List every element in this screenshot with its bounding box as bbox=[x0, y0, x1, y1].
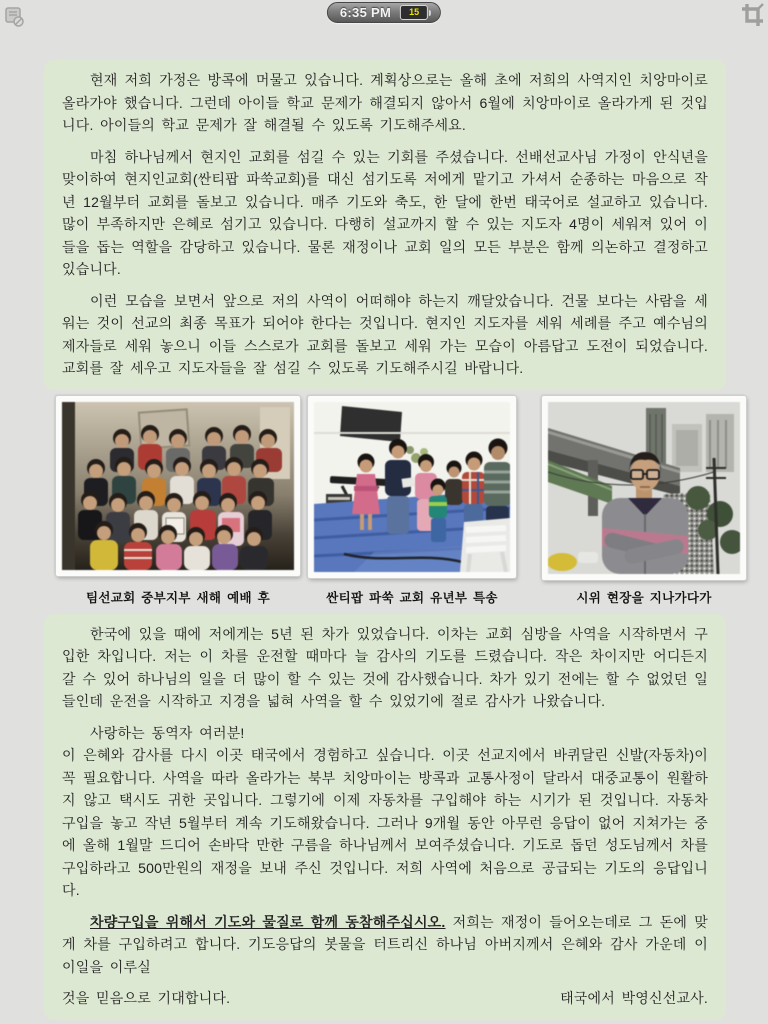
text-block-top bbox=[44, 60, 726, 390]
status-bar bbox=[0, 0, 768, 24]
photo-group-worship bbox=[56, 396, 300, 576]
photo-children-choir bbox=[308, 396, 516, 578]
clock-time: 6:35 PM bbox=[339, 5, 392, 20]
photo-protest-walkway bbox=[542, 396, 746, 580]
battery-percent: 15 bbox=[409, 7, 420, 17]
battery-icon bbox=[400, 5, 428, 20]
walkway-photo-image bbox=[548, 402, 740, 574]
newsletter-document bbox=[0, 24, 768, 1020]
caption-group-photo: 팀선교회 중부지부 새해 예배 후 bbox=[86, 590, 270, 605]
paragraph-car-need: 이 은혜와 감사를 다시 이곳 태국에서 경험하고 싶습니다. 이곳 선교지에서 바퀴달린 신발(자동차)이 꼭 필요합니다. 사역을 따라 올라가는 북부 치앙마이는 방콕과 교통사정이 달라서 대중교통이 원활하지 않고 택시도 귀한 곳입니다. 그렇기에 이제 자동차를 구입해야 하는 시기가 된 것입니다. 자동차 구입을 놓고 작년 5월부터 계속 기도해왔습니다. 그러나 9개월 동안 아무런 응답이 없어 지쳐가는 중에 올해 1월말 드디어 손바닥 만한 구름을 하나님께서 보여주셨습니다. 기도로 돕던 성도님께서 차를 구입하라고 500만원의 재정을 보내 주신 것입니다. 저희 사역에 처음으로 공급되는 기도의 응답입니다. bbox=[62, 747, 708, 898]
caption-walkway-photo: 시위 현장을 지나가다가 bbox=[576, 590, 712, 605]
battery-nub bbox=[429, 10, 432, 16]
closing-body: 저희는 재정이 들어오는데로 그 돈에 맞게 차를 구입하려고 합니다. 기도응답의 봇물을 터트리신 하나님 아버지께서 은혜와 감사 가운데 이 이일을 이루실 bbox=[62, 913, 708, 975]
photo-captions bbox=[56, 588, 768, 606]
closing-appeal-bold: 차량구입을 위해서 기도와 물질로 함께 동참해주십시오. bbox=[90, 913, 446, 930]
paragraph-dear-coworkers bbox=[62, 722, 708, 902]
paragraph-closing bbox=[62, 911, 708, 979]
paragraph-local-church: 마침 하나님께서 현지인 교회를 섬길 수 있는 기회를 주셨습니다. 선배선교사님 가정이 안식년을 맞이하여 현지인교회(싼티팝 파쑥교회)를 대신 섬기도록 저에게 맡기고 가셔서 순종하는 마음으로 작년 12월부터 교회를 돌보고 있습니다. 매주 기도와 축도, 한 달에 한번 태국어로 설교하고 있습니다. 많이 부족하지만 은혜로 섬기고 있습니다. 다행히 설교까지 할 수 있는 지도자 4명이 세워져 있어 이들을 돕는 역할을 감당하고 있습니다. 물론 재정이나 교회 일의 모든 부분은 함께 의논하고 결정하고 있습니다. bbox=[62, 148, 708, 277]
children-photo-image bbox=[314, 402, 510, 572]
group-photo-image bbox=[62, 402, 294, 570]
coworkers-salutation: 사랑하는 동역자 여러분! bbox=[90, 724, 245, 741]
caption-children-photo: 싼티팝 파쑥 교회 유년부 특송 bbox=[326, 590, 498, 605]
photo-strip bbox=[56, 396, 768, 580]
closing-final-words: 것을 믿음으로 기대합니다. bbox=[62, 990, 231, 1006]
paragraph-bangkok-stay: 현재 저희 가정은 방콕에 머물고 있습니다. 계획상으로는 올해 초에 저희의 사역지인 치앙마이로 올라가야 했습니다. 그런데 아이들 학교 문제가 해결되지 않아서 6월에 치앙마이로 올라가게 된 것입니다. 아이들의 학교 문제가 잘 해결될 수 있도록 기도해주세요. bbox=[62, 72, 708, 133]
text-block-bottom bbox=[44, 614, 726, 1020]
closing-last-line bbox=[62, 987, 708, 1010]
signature: 태국에서 박영신선교사. bbox=[560, 990, 708, 1006]
status-pill bbox=[327, 2, 441, 23]
paragraph-ministry-vision: 이런 모습을 보면서 앞으로 저의 사역이 어떠해야 하는지 깨달았습니다. 건물 보다는 사람을 세워는 것이 선교의 최종 목표가 되어야 한다는 것입니다. 현지인 지도자를 세워 세례를 주고 예수님의 제자들로 세워 놓으니 이들 스스로가 교회를 돌보고 세워 가는 모습이 아름답고 도전이 되었습니다. 교회를 잘 세우고 지도자들을 잘 섬길 수 있도록 기도해주시길 바랍니다. bbox=[62, 292, 708, 376]
paragraph-car-in-korea: 한국에 있을 때에 저에게는 5년 된 차가 있었습니다. 이차는 교회 심방을 사역을 시작하면서 구입한 차입니다. 저는 이 차를 운전할 때마다 늘 감사의 기도를 드렸습니다. 작은 차이지만 어디든지 갈 수 있어 하나님의 일을 더 많이 할 수 있는 것에 감사했습니다. 차가 있기 전에는 할 수 없었던 일들인데 운전을 시작하고 지경을 넓혀 사역을 할 수 있었기에 절로 감사가 나왔습니다. bbox=[62, 625, 708, 709]
